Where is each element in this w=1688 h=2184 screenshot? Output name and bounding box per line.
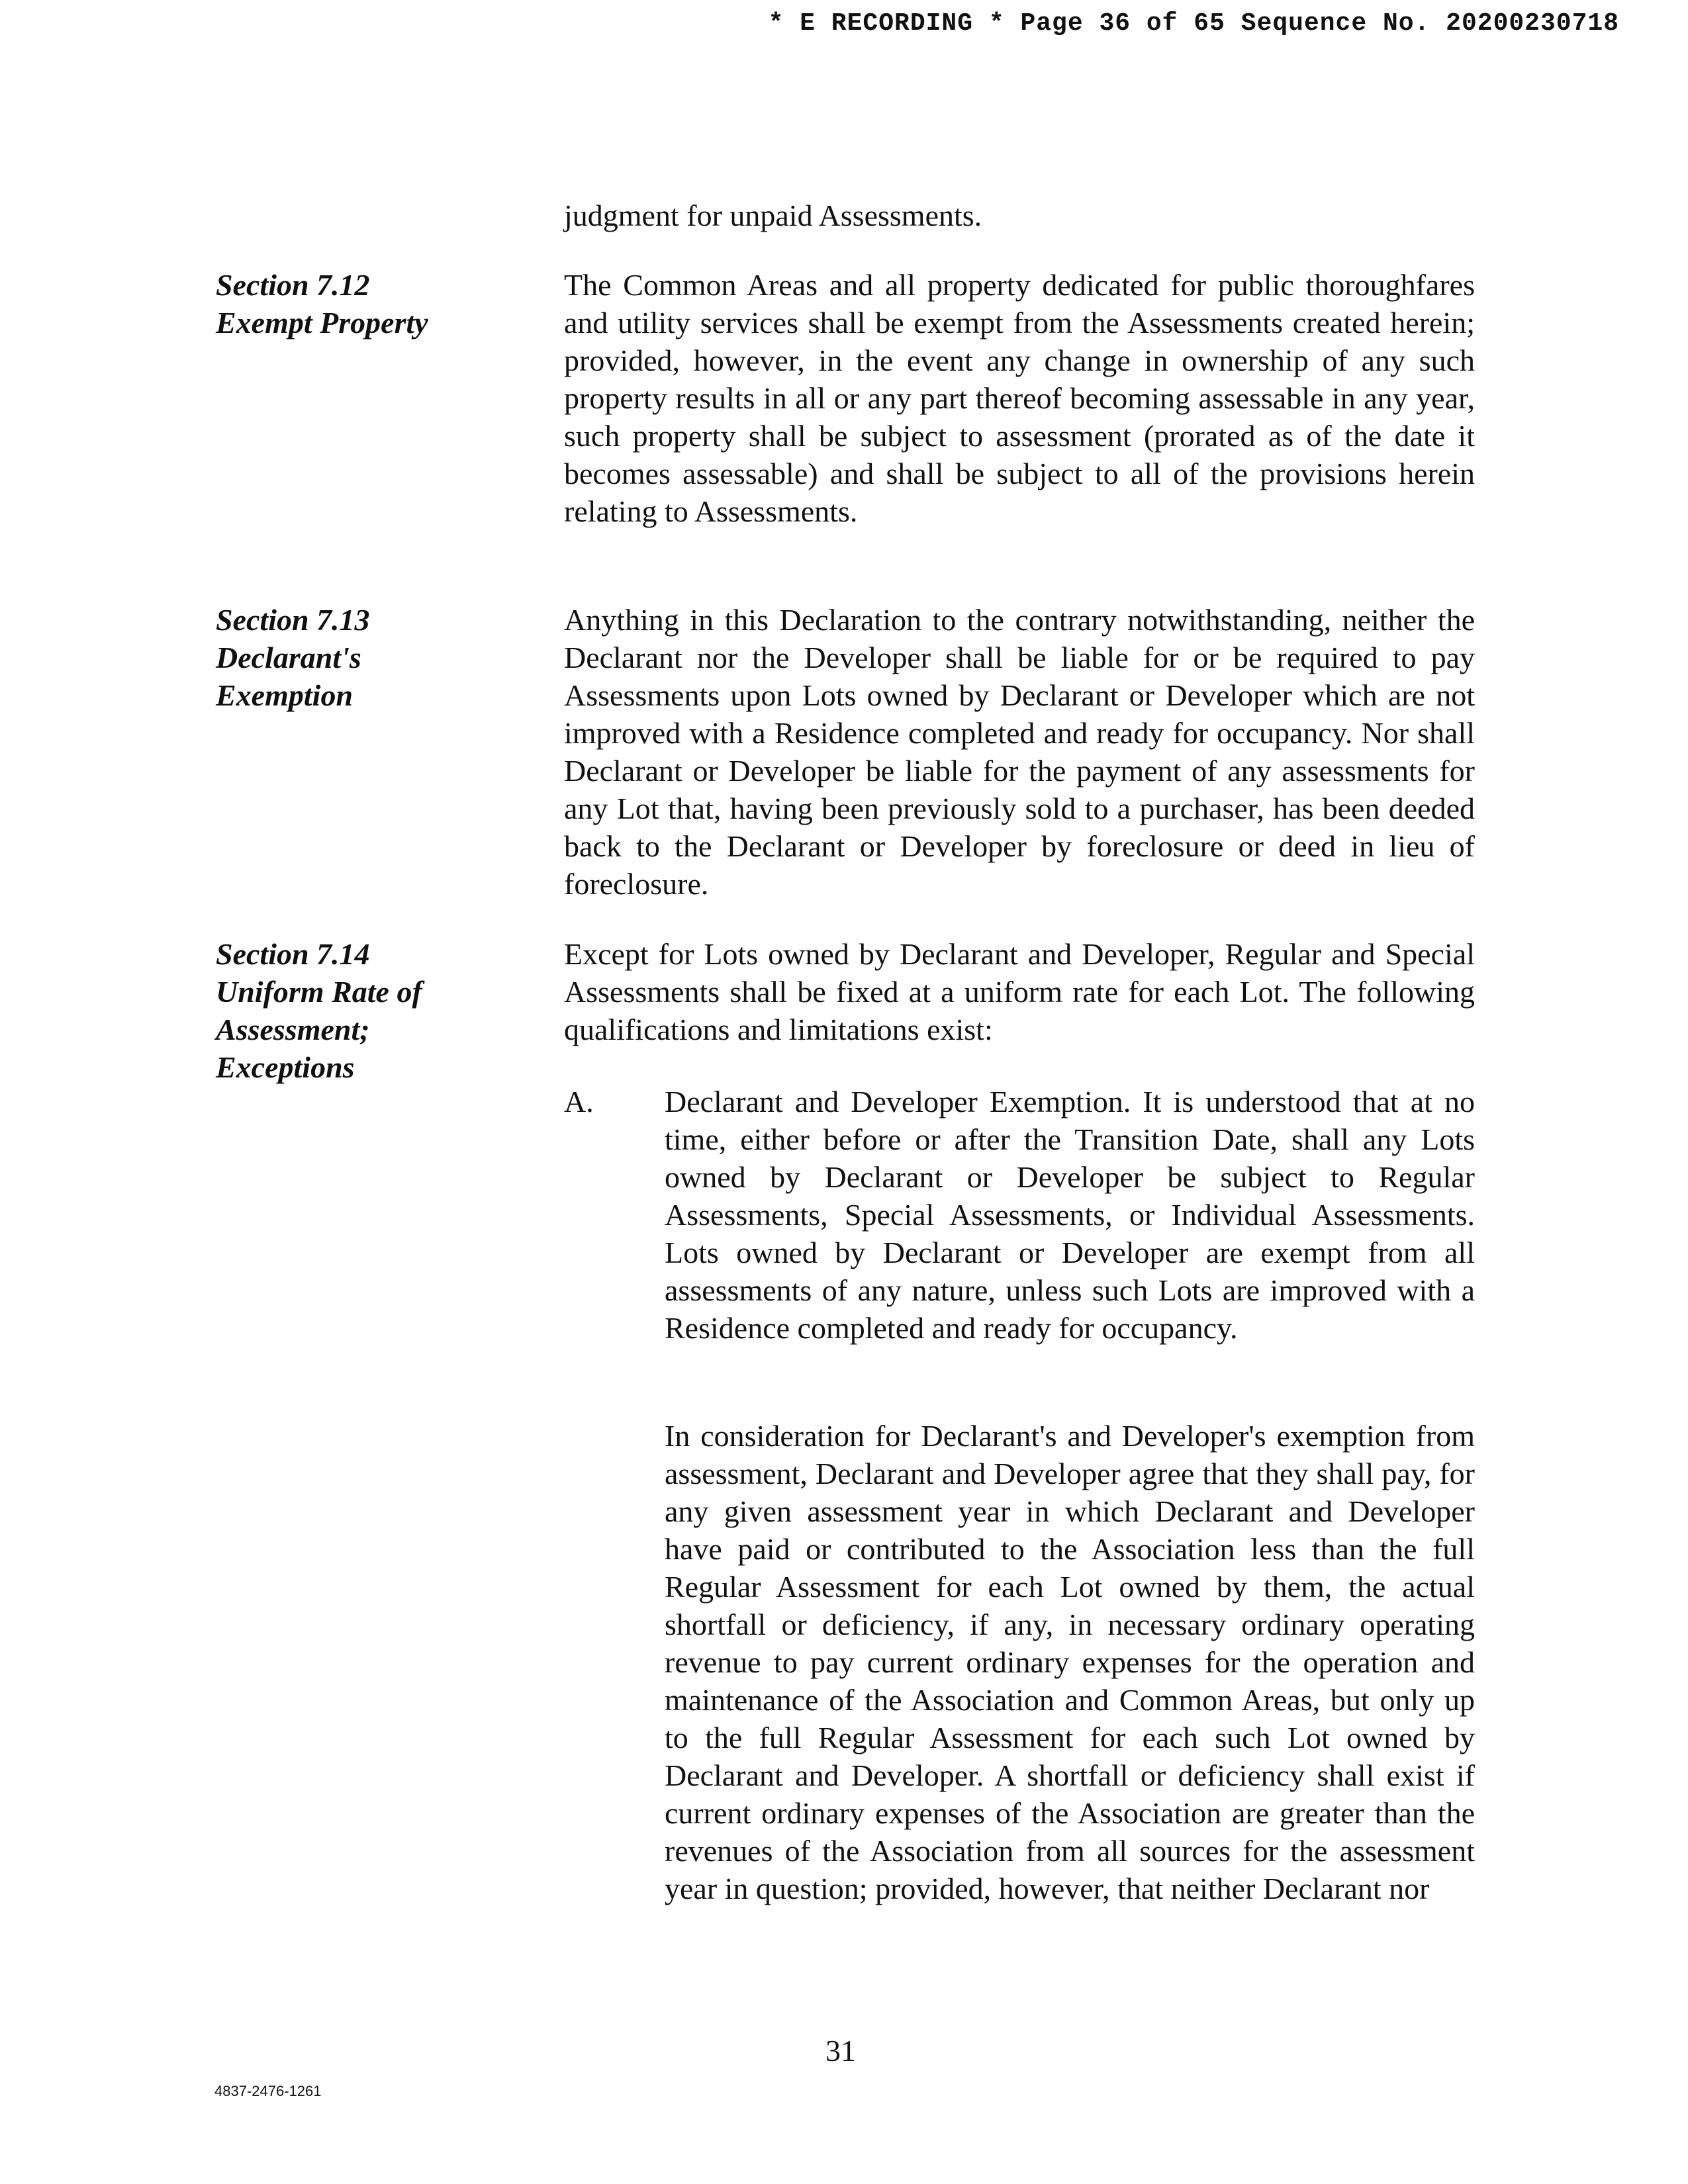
section-label-line: Section 7.12 bbox=[216, 268, 370, 302]
section-label-line: Exempt Property bbox=[216, 306, 428, 340]
recording-stamp-header: * E RECORDING * Page 36 of 65 Sequence No. 20200230718 bbox=[768, 9, 1619, 38]
section-7-14-label bbox=[216, 935, 520, 1086]
section-label-line: Assessment; bbox=[216, 1013, 370, 1046]
section-label-line: Declarant's bbox=[216, 641, 361, 674]
section-label-line: Section 7.14 bbox=[216, 937, 370, 971]
section-7-12-label bbox=[216, 266, 520, 341]
section-label-line: Exceptions bbox=[216, 1050, 355, 1084]
section-7-12-paragraph: The Common Areas and all property dedicated for public thoroughfares and utility services shall be exempt from the Assessments created herein; provided, however, in the event any change in ownership of any such property results in all or any part thereof becoming assessable in any year, such property shall be subject to assessment (prorated as of the date it becomes assessable) and shall be subject to all of the provisions herein relating to Assessments. bbox=[564, 268, 1475, 528]
section-7-13-paragraph: Anything in this Declaration to the contrary notwithstanding, neither the Declarant nor the Developer shall be liable for or be required to pay Assessments upon Lots owned by Declarant or Developer which are not improved with a Residence completed and ready for occupancy. Nor shall Declarant or Developer be liable for the payment of any assessments for any Lot that, having been previously sold to a purchaser, has been deeded back to the Declarant or Developer by foreclosure or deed in lieu of foreclosure. bbox=[564, 603, 1475, 901]
section-7-13-label bbox=[216, 601, 520, 714]
continuation-paragraph: judgment for unpaid Assessments. bbox=[564, 199, 982, 232]
document-id: 4837-2476-1261 bbox=[214, 2083, 322, 2099]
section-label-line: Uniform Rate of bbox=[216, 975, 422, 1009]
section-label-line: Exemption bbox=[216, 678, 353, 712]
section-label-line: Section 7.13 bbox=[216, 603, 370, 637]
subsection-a-paragraph-2: In consideration for Declarant's and Developer's exemption from assessment, Declarant and Developer agree that they shall pay, for any given assessment year in which Declarant and Developer have paid or contributed to the Association less than the full Regular Assessment for each Lot owned by them, the actual shortfall or deficiency, if any, in necessary ordinary operating revenue to pay current ordinary expenses for the operation and maintenance of the Association and Common Areas, but only up to the full Regular Assessment for each such Lot owned by Declarant and Developer. A shortfall or deficiency shall exist if current ordinary expenses of the Association are greater than the revenues of the Association from all sources for the assessment year in question; provided, however, that neither Declarant nor bbox=[665, 1419, 1475, 1905]
section-7-14-paragraph: Except for Lots owned by Declarant and Developer, Regular and Special Assessments shall be fixed at a uniform rate for each Lot. The following qualifications and limitations exist: bbox=[564, 937, 1475, 1046]
page-number: 31 bbox=[825, 2034, 856, 2068]
subsection-a-paragraph-1: Declarant and Developer Exemption. It is understood that at no time, either before or after the Transition Date, shall any Lots owned by Declarant or Developer be subject to Regular Assessments, Special Assessments, or Individual Assessments. Lots owned by Declarant or Developer are exempt from all assessments of any nature, unless such Lots are improved with a Residence completed and ready for occupancy. bbox=[665, 1085, 1475, 1345]
subsection-a-marker: A. bbox=[564, 1085, 594, 1118]
